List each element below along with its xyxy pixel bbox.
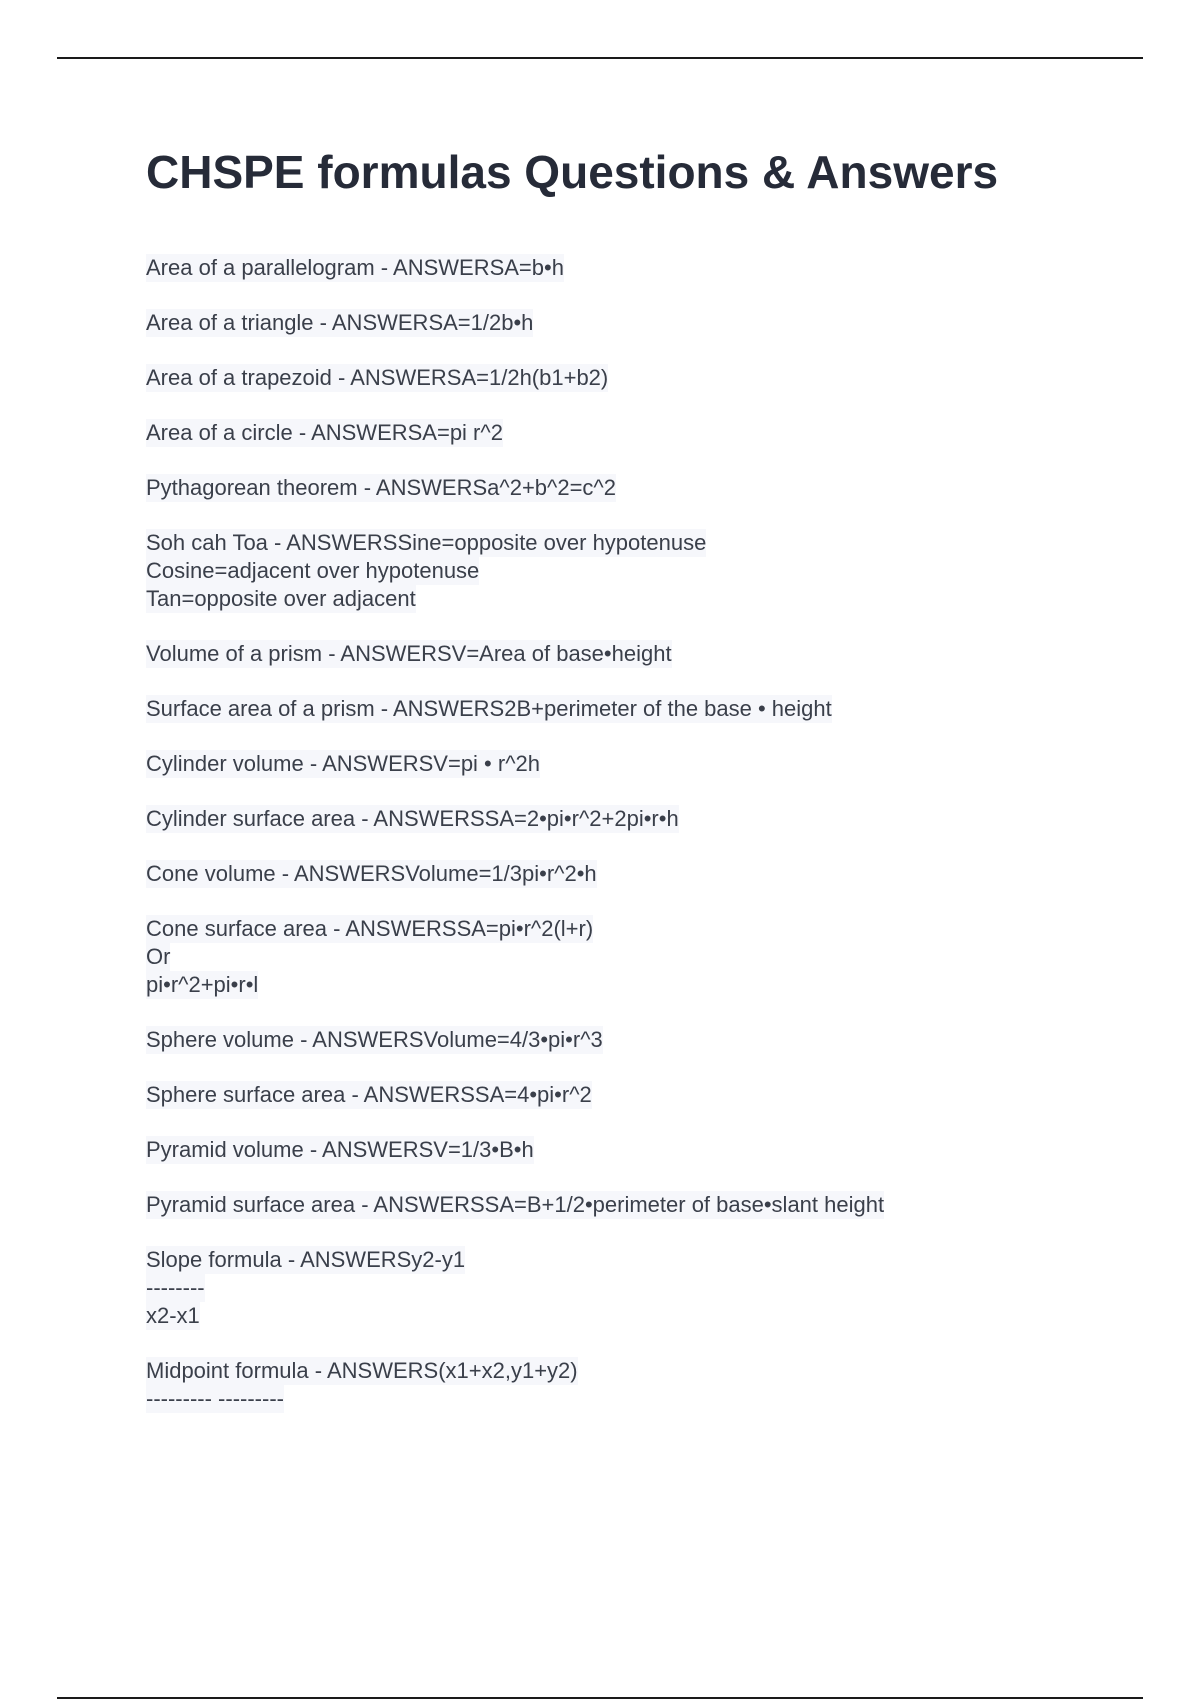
qa-item bbox=[146, 309, 1146, 337]
qa-line: Sphere volume - ANSWERSVolume=4/3•pi•r^3 bbox=[146, 1027, 603, 1052]
qa-item bbox=[146, 419, 1146, 447]
qa-line: Pythagorean theorem - ANSWERSa^2+b^2=c^2 bbox=[146, 475, 616, 500]
qa-item bbox=[146, 474, 1146, 502]
qa-item bbox=[146, 695, 1146, 723]
qa-item bbox=[146, 1246, 1146, 1330]
qa-line: Volume of a prism - ANSWERSV=Area of base•height bbox=[146, 641, 672, 666]
qa-line: Pyramid surface area - ANSWERSSA=B+1/2•perimeter of base•slant height bbox=[146, 1192, 885, 1217]
qa-item bbox=[146, 750, 1146, 778]
qa-item bbox=[146, 1081, 1146, 1109]
qa-item bbox=[146, 805, 1146, 833]
qa-line: Soh cah Toa - ANSWERSSine=opposite over hypotenuse bbox=[146, 530, 707, 555]
page-title: CHSPE formulas Questions & Answers bbox=[146, 146, 999, 198]
qa-item bbox=[146, 860, 1146, 888]
qa-line: Slope formula - ANSWERSy2-y1 bbox=[146, 1247, 466, 1272]
qa-item bbox=[146, 1136, 1146, 1164]
qa-line: -------- bbox=[146, 1275, 205, 1300]
qa-list bbox=[146, 254, 1146, 1440]
top-divider bbox=[57, 57, 1143, 59]
qa-line: Area of a triangle - ANSWERSA=1/2b•h bbox=[146, 310, 534, 335]
qa-line: Area of a trapezoid - ANSWERSA=1/2h(b1+b2) bbox=[146, 365, 609, 390]
qa-item bbox=[146, 1357, 1146, 1413]
qa-line: Midpoint formula - ANSWERS(x1+x2,y1+y2) bbox=[146, 1358, 578, 1383]
qa-line: Tan=opposite over adjacent bbox=[146, 586, 416, 611]
qa-item bbox=[146, 254, 1146, 282]
qa-item bbox=[146, 915, 1146, 999]
qa-item bbox=[146, 1026, 1146, 1054]
qa-line: Or bbox=[146, 944, 171, 969]
bottom-divider bbox=[57, 1697, 1143, 1699]
qa-line: Cylinder volume - ANSWERSV=pi • r^2h bbox=[146, 751, 540, 776]
qa-line: Cone surface area - ANSWERSSA=pi•r^2(l+r) bbox=[146, 916, 594, 941]
qa-line: --------- --------- bbox=[146, 1386, 284, 1411]
qa-line: Cone volume - ANSWERSVolume=1/3pi•r^2•h bbox=[146, 861, 597, 886]
qa-line: x2-x1 bbox=[146, 1303, 200, 1328]
qa-line: Pyramid volume - ANSWERSV=1/3•B•h bbox=[146, 1137, 534, 1162]
qa-item bbox=[146, 364, 1146, 392]
qa-line: Sphere surface area - ANSWERSSA=4•pi•r^2 bbox=[146, 1082, 592, 1107]
qa-line: pi•r^2+pi•r•l bbox=[146, 972, 259, 997]
qa-line: Cylinder surface area - ANSWERSSA=2•pi•r^2+2pi•r•h bbox=[146, 806, 679, 831]
qa-item bbox=[146, 1191, 1146, 1219]
qa-line: Cosine=adjacent over hypotenuse bbox=[146, 558, 480, 583]
qa-line: Area of a circle - ANSWERSA=pi r^2 bbox=[146, 420, 503, 445]
qa-line: Surface area of a prism - ANSWERS2B+perimeter of the base • height bbox=[146, 696, 832, 721]
qa-item bbox=[146, 529, 1146, 613]
qa-item bbox=[146, 640, 1146, 668]
qa-line: Area of a parallelogram - ANSWERSA=b•h bbox=[146, 255, 564, 280]
